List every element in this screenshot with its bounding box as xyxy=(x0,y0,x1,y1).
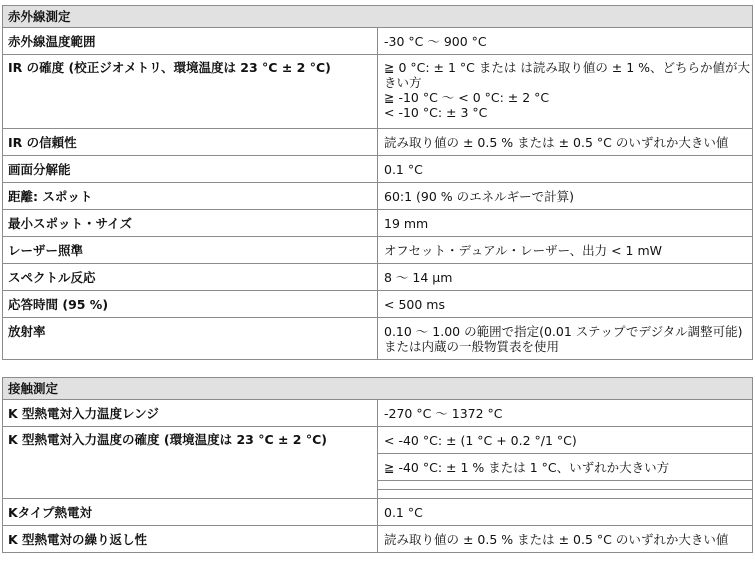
row-label: 放射率 xyxy=(3,318,378,360)
table-row xyxy=(3,237,753,264)
row-label: Kタイプ熱電対 xyxy=(3,499,378,526)
row-value: ≧ 0 °C: ± 1 °C または は読み取り値の ± 1 %、どちらか値が大きい方 ≧ -10 °C ～ < 0 °C: ± 2 °C < -10 °C: ± 3 °C xyxy=(378,55,753,129)
row-value: -270 °C ～ 1372 °C xyxy=(378,400,753,427)
table-row xyxy=(3,526,753,553)
table-row xyxy=(3,499,753,526)
table-row xyxy=(3,400,753,427)
row-value: 0.10 ～ 1.00 の範囲で指定(0.01 ステップでデジタル調整可能) または内蔵の一般物質表を使用 xyxy=(378,318,753,360)
row-label: 画面分解能 xyxy=(3,156,378,183)
table-row xyxy=(3,318,753,360)
table-row xyxy=(3,55,753,129)
row-label: スペクトル反応 xyxy=(3,264,378,291)
row-value: 19 mm xyxy=(378,210,753,237)
empty-cell xyxy=(378,490,753,499)
table-row xyxy=(3,28,753,55)
ir-spec-table xyxy=(2,5,753,360)
row-value: 60:1 (90 % のエネルギーで計算) xyxy=(378,183,753,210)
row-value: 8 ～ 14 μm xyxy=(378,264,753,291)
empty-cell xyxy=(378,481,753,490)
row-value: -30 °C ～ 900 °C xyxy=(378,28,753,55)
row-label: レーザー照準 xyxy=(3,237,378,264)
row-label: K 型熱電対入力温度の確度 (環境温度は 23 °C ± 2 °C) xyxy=(3,427,378,499)
table-row xyxy=(3,291,753,318)
row-value: 読み取り値の ± 0.5 % または ± 0.5 °C のいずれか大きい値 xyxy=(378,129,753,156)
row-label: 応答時間 (95 %) xyxy=(3,291,378,318)
table-row xyxy=(3,183,753,210)
table-row xyxy=(3,264,753,291)
row-label: IR の確度 (校正ジオメトリ、環境温度は 23 °C ± 2 °C) xyxy=(3,55,378,129)
contact-section-header: 接触測定 xyxy=(3,378,753,400)
row-label: 最小スポット・サイズ xyxy=(3,210,378,237)
row-value: オフセット・デュアル・レーザー、出力 < 1 mW xyxy=(378,237,753,264)
row-value: 0.1 °C xyxy=(378,156,753,183)
row-value-b: ≧ -40 °C: ± 1 % または 1 °C、いずれか大きい方 xyxy=(378,454,753,481)
table-row xyxy=(3,129,753,156)
table-row xyxy=(3,210,753,237)
table-row xyxy=(3,156,753,183)
table-row xyxy=(3,427,753,454)
row-value: 0.1 °C xyxy=(378,499,753,526)
row-value: 読み取り値の ± 0.5 % または ± 0.5 °C のいずれか大きい値 xyxy=(378,526,753,553)
row-value: < 500 ms xyxy=(378,291,753,318)
row-label: IR の信頼性 xyxy=(3,129,378,156)
row-label: K 型熱電対入力温度レンジ xyxy=(3,400,378,427)
contact-spec-table xyxy=(2,377,753,553)
row-label: 赤外線温度範囲 xyxy=(3,28,378,55)
row-label: 距離: スポット xyxy=(3,183,378,210)
ir-section-header: 赤外線測定 xyxy=(3,6,753,28)
row-value-a: < -40 °C: ± (1 °C + 0.2 °/1 °C) xyxy=(378,427,753,454)
row-label: K 型熱電対の繰り返し性 xyxy=(3,526,378,553)
